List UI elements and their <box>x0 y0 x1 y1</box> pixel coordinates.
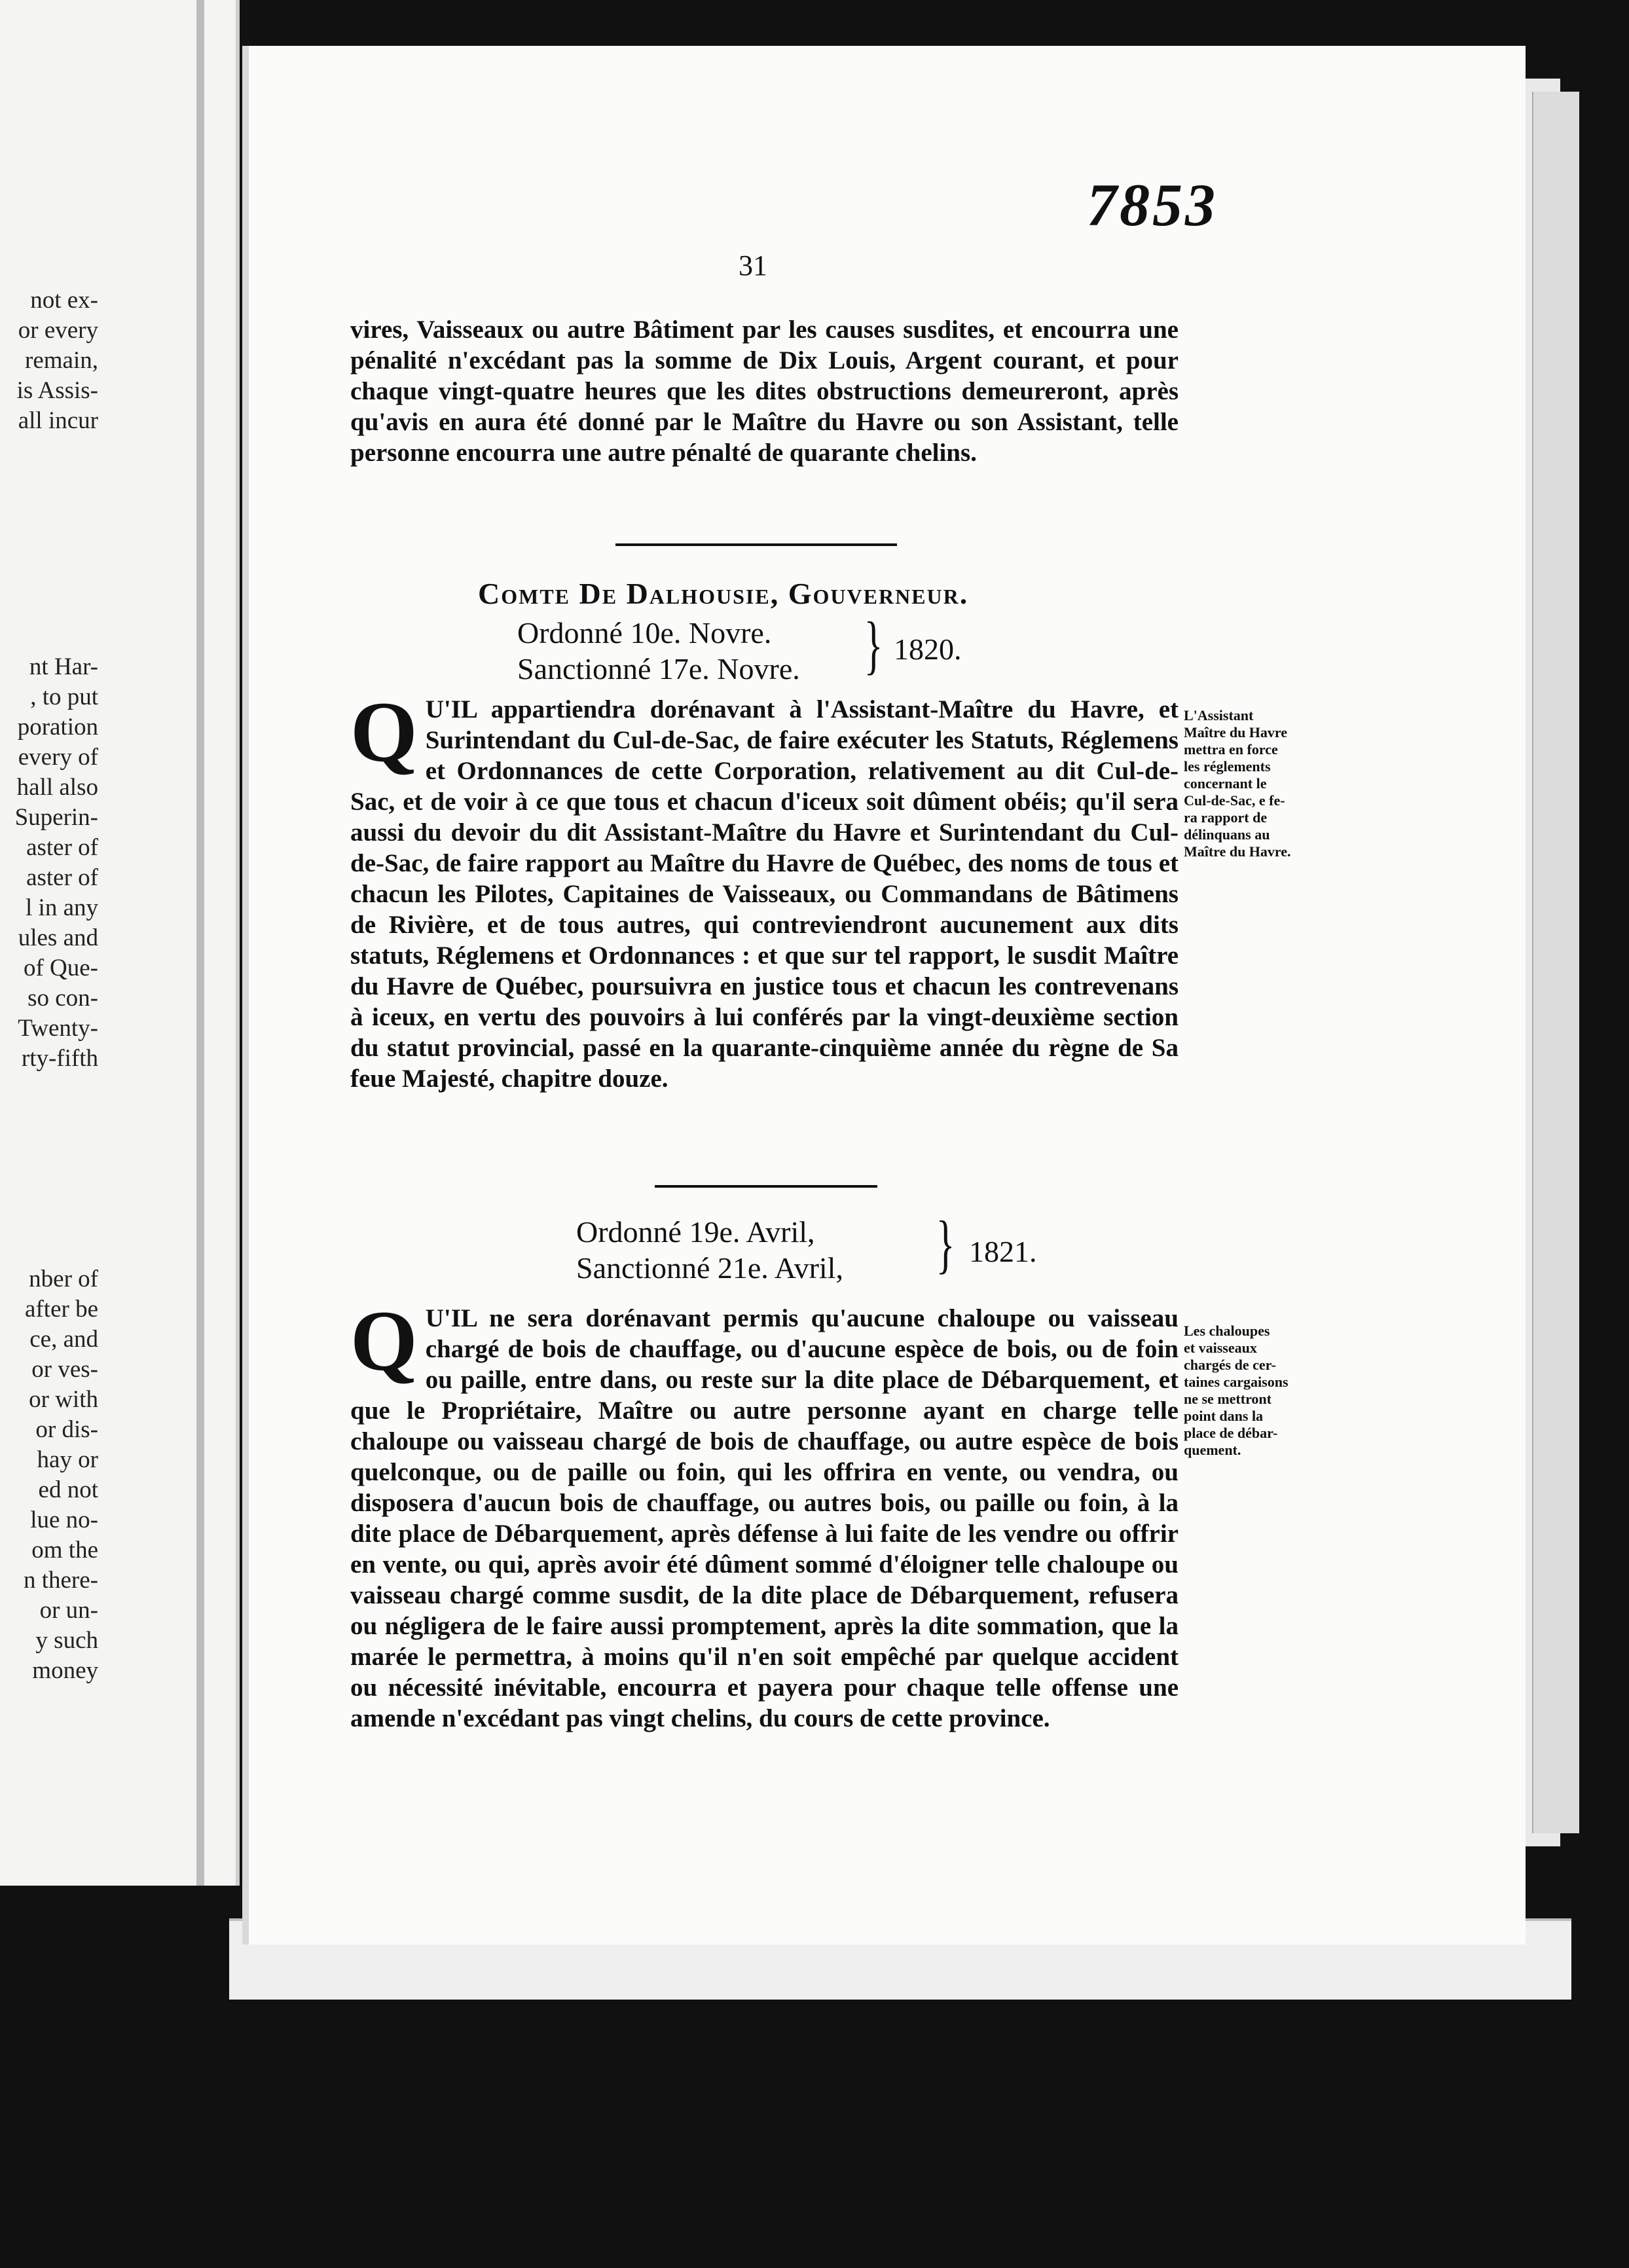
page-number: 31 <box>739 249 767 282</box>
page-stack-edge-inner <box>1532 92 1579 1833</box>
section2-brace: } <box>936 1207 955 1280</box>
left-page-line: om the <box>31 1537 98 1564</box>
left-page-line: n there- <box>23 1567 98 1594</box>
left-page-line: Superin- <box>14 804 98 831</box>
left-page-line: ce, and <box>29 1326 98 1353</box>
opening-paragraph-text: vires, Vaisseaux ou autre Bâtiment par les causes susdites, et encourra une pénalité n'excédant pas la somme de Dix Louis, Argent courant, et pour chaque vingt-quatre heures que les dites obstructions demeureront, après qu'avis en aura été donné par le Maître du Havre ou son Assistant, telle personne encourra une autre pénalté de quarante chelins. <box>350 316 1179 467</box>
left-page-line: remain, <box>25 347 98 374</box>
section2-sanctionne: Sanctionné 21e. Avril, <box>576 1251 843 1285</box>
section1-dropcap: Q <box>350 684 418 780</box>
section1-margin-note: L'Assistant Maître du Havre mettra en force les réglements concernant le Cul-de-Sac, e fe- ra rapport de délinquans au Maître du Havre. <box>1184 707 1291 860</box>
left-page-line: after be <box>25 1296 98 1323</box>
section2-text: U'IL ne sera dorénavant permis qu'aucune chaloupe ou vaisseau chargé de bois de chauffage, ou d'aucune espèce de bois, ou de foin ou paille, entre dans, ou reste sur la dite place de Débarquement, et que le Propriétaire, Maître ou autre personne ayant en charge telle chaloupe ou vaisseau chargé de bois de chauffage, ou autre espèce de bois quelconque, ou de paille ou foin, qui les offrira en vente, ou vendra, ou disposera d'aucun bois de chauffage, ou autres bois, ou paille ou foin, à la dite place de Débarquement, après défense à lui faite de les vendre ou offrir en vente, ou qui, après avoir été dûment sommé d'éloigner telle chaloupe ou vaisseau chargé comme susdit, de la dite place de Débarquement, refusera ou négligera de le faire aussi promptement, après la dite sommation, que la marée le permettra, à moins qu'il n'en soit empêché par quelque accident ou nécessité inévitable, encourra et payera pour chaque telle offense une amende n'excédant pas vingt chelins, du cours de cette province. <box>350 1304 1179 1732</box>
section-divider <box>615 543 897 546</box>
left-page-line: Twenty- <box>18 1015 98 1042</box>
left-page-line: y such <box>35 1627 98 1654</box>
left-page-line: rty-fifth <box>21 1045 98 1072</box>
section1-brace: } <box>864 608 883 681</box>
section2-margin-note: Les chaloupes et vaisseaux chargés de cer- taines cargaisons ne se mettront point dans la place de débar- quement. <box>1184 1323 1289 1458</box>
left-page-line: all incur <box>18 407 98 434</box>
section1-ordonne: Ordonné 10e. Novre. <box>517 616 772 649</box>
opening-paragraph <box>350 314 1179 468</box>
left-page-line: nt Har- <box>29 653 98 680</box>
catalog-number: 7853 <box>1087 172 1218 238</box>
left-page-line: ed not <box>38 1476 98 1503</box>
section2-body <box>350 1292 1179 1734</box>
section1-year: 1820. <box>894 632 962 666</box>
left-facing-page <box>0 0 240 1886</box>
left-page-line: or with <box>29 1386 98 1413</box>
left-page-line: hay or <box>37 1446 98 1473</box>
left-page-line: of Que- <box>23 955 98 981</box>
section2-year: 1821. <box>969 1235 1037 1268</box>
left-page-line: nber of <box>29 1266 98 1292</box>
left-page-line: not ex- <box>30 287 98 314</box>
left-page-line: so con- <box>27 985 98 1012</box>
section1-body <box>350 684 1179 1094</box>
left-page-line: or dis- <box>35 1416 98 1443</box>
section2-ordonne: Ordonné 19e. Avril, <box>576 1215 815 1249</box>
left-page-line: or ves- <box>31 1356 98 1383</box>
left-page-line: or un- <box>39 1597 98 1624</box>
left-page-line: aster of <box>26 864 98 891</box>
left-page-line: hall also <box>16 774 98 801</box>
left-page-line: , to put <box>30 684 98 710</box>
section2-dropcap: Q <box>350 1292 418 1389</box>
left-page-line: or every <box>18 317 98 344</box>
left-page-line: ules and <box>18 924 98 951</box>
left-page-line: money <box>32 1657 98 1684</box>
section1-sanctionne: Sanctionné 17e. Novre. <box>517 652 800 686</box>
left-page-line: poration <box>17 714 98 741</box>
left-page-line: lue no- <box>30 1507 98 1533</box>
section-divider-2 <box>655 1185 877 1188</box>
left-page-line: every of <box>18 744 98 771</box>
left-page-line: aster of <box>26 834 98 861</box>
section1-text: U'IL appartiendra dorénavant à l'Assistant-Maître du Havre, et Surintendant du Cul-de-Sac, de faire exécuter les Statuts, Réglemens et Ordonnances de cette Corporation, relativement au dit Cul-de-Sac, et de voir à ce que tous et chacun d'iceux soit dûment obéis; qu'il sera aussi du devoir du dit Assistant-Maître du Havre et Surintendant du Cul-de-Sac, de faire rapport au Maître du Havre de Québec, des noms de tous et chacun les Pilotes, Capitaines de Vaisseaux, ou Commandans de Bâtimens de Rivière, et de tous autres, qui contreviendront aucunement aux dits statuts, Réglemens et Ordonnances : et que sur tel rapport, le susdit Maître du Havre de Québec, poursuivra en justice tous et chacun les contrevenans à iceux, en vertu des pouvoirs à lui conférés par la vingt-deuxième section du statut provincial, passé en la quarante-cinquième année du règne de Sa feue Majesté, chapitre douze. <box>350 695 1179 1093</box>
section1-heading: Comte De Dalhousie, Gouverneur. <box>478 577 969 610</box>
page-gutter <box>196 0 204 1886</box>
left-page-line: l in any <box>26 894 98 921</box>
left-page-line: is Assis- <box>16 377 98 404</box>
